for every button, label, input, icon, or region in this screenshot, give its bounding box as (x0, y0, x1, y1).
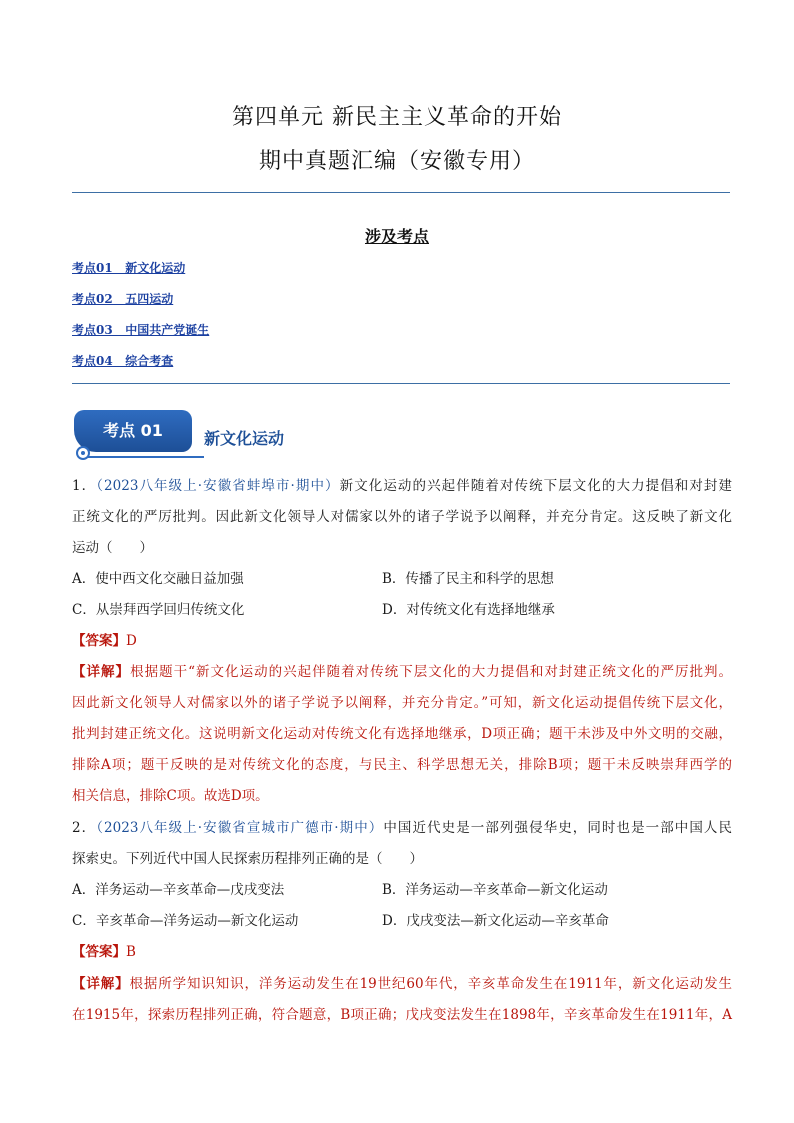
toc-link-01[interactable]: 考点01 新文化运动 (72, 261, 186, 275)
q2-detail-line1 (72, 973, 732, 995)
q1-stem-text: 新文化运动的兴起伴随着对传统下层文化的大力提倡和对封建 (339, 478, 732, 494)
q2-option-d: D．戊戌变法—新文化运动—辛亥革命 (382, 913, 609, 929)
q2-stem-line1 (72, 817, 732, 839)
toc-heading: 涉及考点 (364, 227, 429, 246)
q1-detail-line2: 因此新文化领导人对儒家以外的诸子学说予以阐释，并充分肯定。”可知，新文化运动提倡传统下层文化， (72, 695, 732, 711)
q1-stem-line1 (72, 475, 732, 497)
toc-link-04[interactable]: 考点04 综合考查 (72, 354, 174, 368)
badge-underline (88, 456, 204, 458)
q1-number: 1． (72, 478, 97, 494)
toc-link-02[interactable]: 考点02 五四运动 (72, 292, 174, 306)
q2-detail-text1: 根据所学知识知识，洋务运动发生在19世纪60年代，辛亥革命发生在1911年，新文化运动发生 (129, 976, 732, 992)
q1-answer (72, 630, 732, 652)
q2-answer-value: B (126, 944, 136, 960)
q1-stem-line2: 正统文化的严厉批判。因此新文化领导人对儒家以外的诸子学说予以阐释，并充分肯定。这反映了新文化 (72, 509, 732, 525)
q1-option-d: D．对传统文化有选择地继承 (382, 602, 555, 618)
q2-stem-line2: 探索史。下列近代中国人民探索历程排列正确的是（ ） (72, 851, 423, 867)
divider-top (72, 192, 730, 193)
q2-option-a: A．洋务运动—辛亥革命—戊戌变法 (72, 882, 285, 898)
q1-source: （2023八年级上·安徽省蚌埠市·期中） (96, 478, 340, 494)
q1-stem-line3: 运动（ ） (72, 540, 153, 556)
q1-detail-line5: 相关信息，排除C项。故选D项。 (72, 788, 269, 804)
q1-option-a: A．使中西文化交融日益加强 (72, 571, 244, 587)
q2-option-c: C．辛亥革命—洋务运动—新文化运动 (72, 913, 299, 929)
q2-answer (72, 941, 732, 963)
q2-detail-line2: 在1915年，探索历程排列正确，符合题意，B项正确；戊戌变法发生在1898年，辛亥革命发生在1911年，A (72, 1007, 732, 1023)
section-title: 新文化运动 (204, 429, 285, 448)
q1-answer-value: D (126, 633, 137, 649)
toc-link-03[interactable]: 考点03 中国共产党诞生 (72, 323, 210, 337)
q1-detail-line4: 排除A项；题干反映的是对传统文化的态度，与民主、科学思想无关，排除B项；题干未反映崇拜西学的 (72, 757, 732, 773)
q1-detail-line1 (72, 661, 732, 683)
q1-answer-tag: 【答案】 (72, 633, 126, 649)
q2-option-b: B．洋务运动—辛亥革命—新文化运动 (382, 882, 608, 898)
page-title: 第四单元 新民主主义革命的开始 (232, 105, 562, 130)
q1-option-c: C．从崇拜西学回归传统文化 (72, 602, 245, 618)
q2-answer-tag: 【答案】 (72, 944, 126, 960)
section-header (74, 410, 374, 464)
q2-detail-tag: 【详解】 (72, 976, 130, 992)
q1-option-b: B．传播了民主和科学的思想 (382, 571, 554, 587)
q2-number: 2． (72, 820, 97, 836)
q2-stem-text: 中国近代史是一部列强侵华史，同时也是一部中国人民 (383, 820, 732, 836)
q1-detail-tag: 【详解】 (72, 664, 131, 680)
section-badge: 考点 01 (74, 410, 192, 452)
q1-detail-text1: 根据题干“新文化运动的兴起伴随着对传统下层文化的大力提倡和对封建正统文化的严厉批判。 (130, 664, 733, 680)
q1-detail-line3: 批判封建正统文化。这说明新文化运动对传统文化有选择地继承，D项正确；题干未涉及中外文明的交融， (72, 726, 732, 742)
page-subtitle: 期中真题汇编（安徽专用） (258, 149, 535, 174)
q2-source: （2023八年级上·安徽省宣城市广德市·期中） (96, 820, 384, 836)
divider-bottom (72, 383, 730, 384)
